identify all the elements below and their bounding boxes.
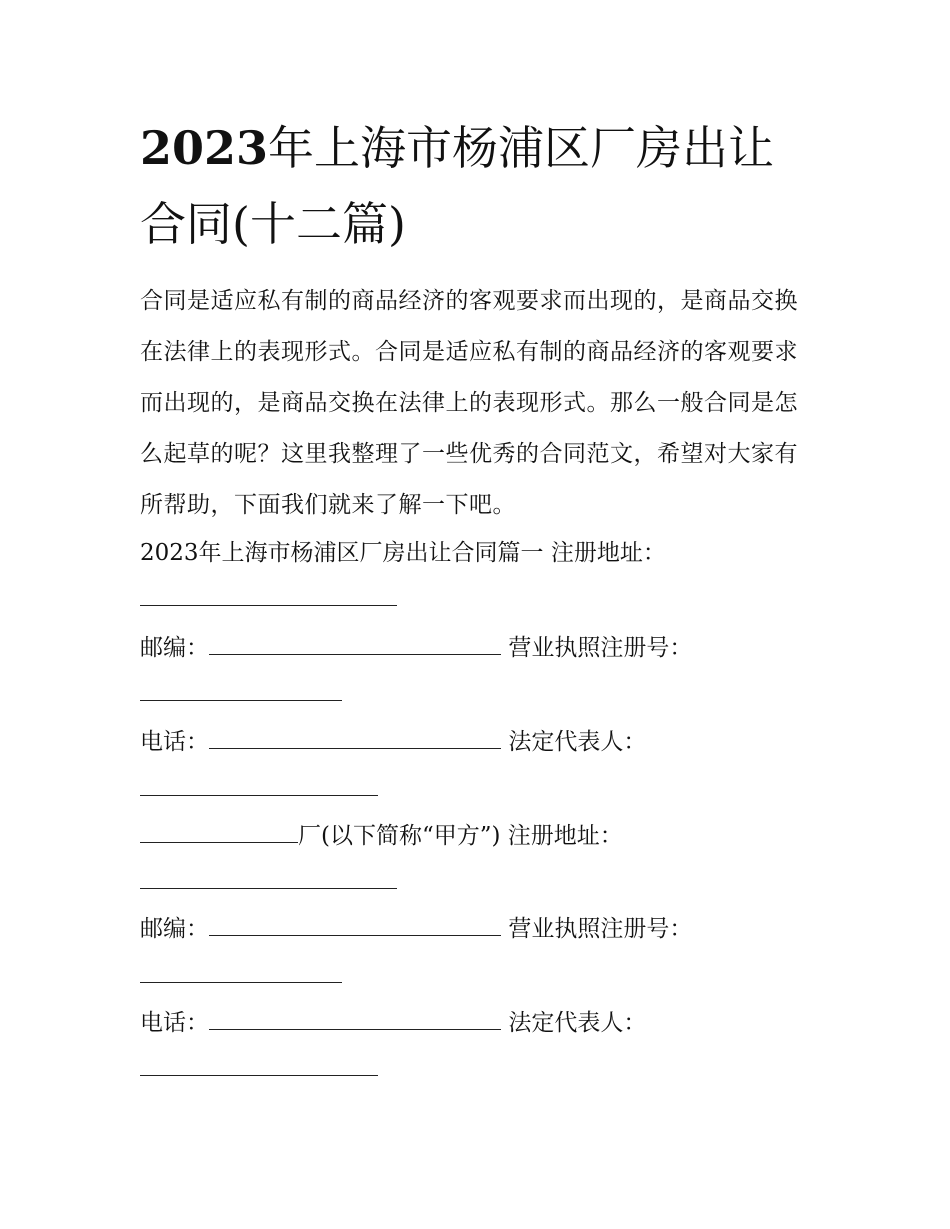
- postcode-label: 邮编：: [140, 635, 209, 661]
- phone-label-2: 电话：: [140, 1010, 209, 1036]
- section-heading-line: [140, 538, 666, 568]
- party-a-name-blank[interactable]: [140, 820, 298, 843]
- phone-line-2: [140, 1007, 646, 1038]
- intro-paragraph: 合同是适应私有制的商品经济的客观要求而出现的，是商品交换在法律上的表现形式。合同是适应私有制的商品经济的客观要求而出现的，是商品交换在法律上的表现形式。那么一般合同是怎么起草的呢？这里我整理了一些优秀的合同范文，希望对大家有所帮助，下面我们就来了解一下吧。: [140, 288, 798, 518]
- title-year: 2023: [140, 121, 269, 175]
- postcode-blank-2[interactable]: [209, 913, 501, 936]
- party-a-line: [140, 820, 623, 851]
- postcode-line: [140, 632, 692, 663]
- reg-address-label: 注册地址：: [550, 540, 666, 566]
- legal-rep-label: 法定代表人：: [508, 729, 647, 755]
- postcode-line-2: [140, 913, 692, 944]
- phone-label: 电话：: [140, 729, 209, 755]
- legal-rep-blank[interactable]: [140, 795, 378, 796]
- legal-rep-blank-2[interactable]: [140, 1075, 378, 1076]
- phone-blank-2[interactable]: [209, 1007, 501, 1030]
- license-label-2: 营业执照注册号：: [508, 916, 693, 942]
- section-heading: 2023年上海市杨浦区厂房出让合同篇一: [140, 540, 544, 566]
- reg-address-blank[interactable]: [140, 605, 397, 606]
- phone-line: [140, 726, 646, 757]
- reg-address-blank-2[interactable]: [140, 888, 397, 889]
- license-blank[interactable]: [140, 700, 342, 701]
- title-line1-rest: 年上海市杨浦区厂房出让: [268, 121, 775, 175]
- license-label: 营业执照注册号：: [508, 635, 693, 661]
- reg-address-label-2: 注册地址：: [507, 823, 623, 849]
- legal-rep-label-2: 法定代表人：: [508, 1010, 647, 1036]
- postcode-label-2: 邮编：: [140, 916, 209, 942]
- title-line2: 合同(十二篇): [140, 197, 406, 251]
- document-title: [140, 110, 820, 262]
- postcode-blank[interactable]: [209, 632, 501, 655]
- party-a-suffix: 厂(以下简称“甲方”): [298, 823, 501, 849]
- phone-blank[interactable]: [209, 726, 501, 749]
- license-blank-2[interactable]: [140, 982, 342, 983]
